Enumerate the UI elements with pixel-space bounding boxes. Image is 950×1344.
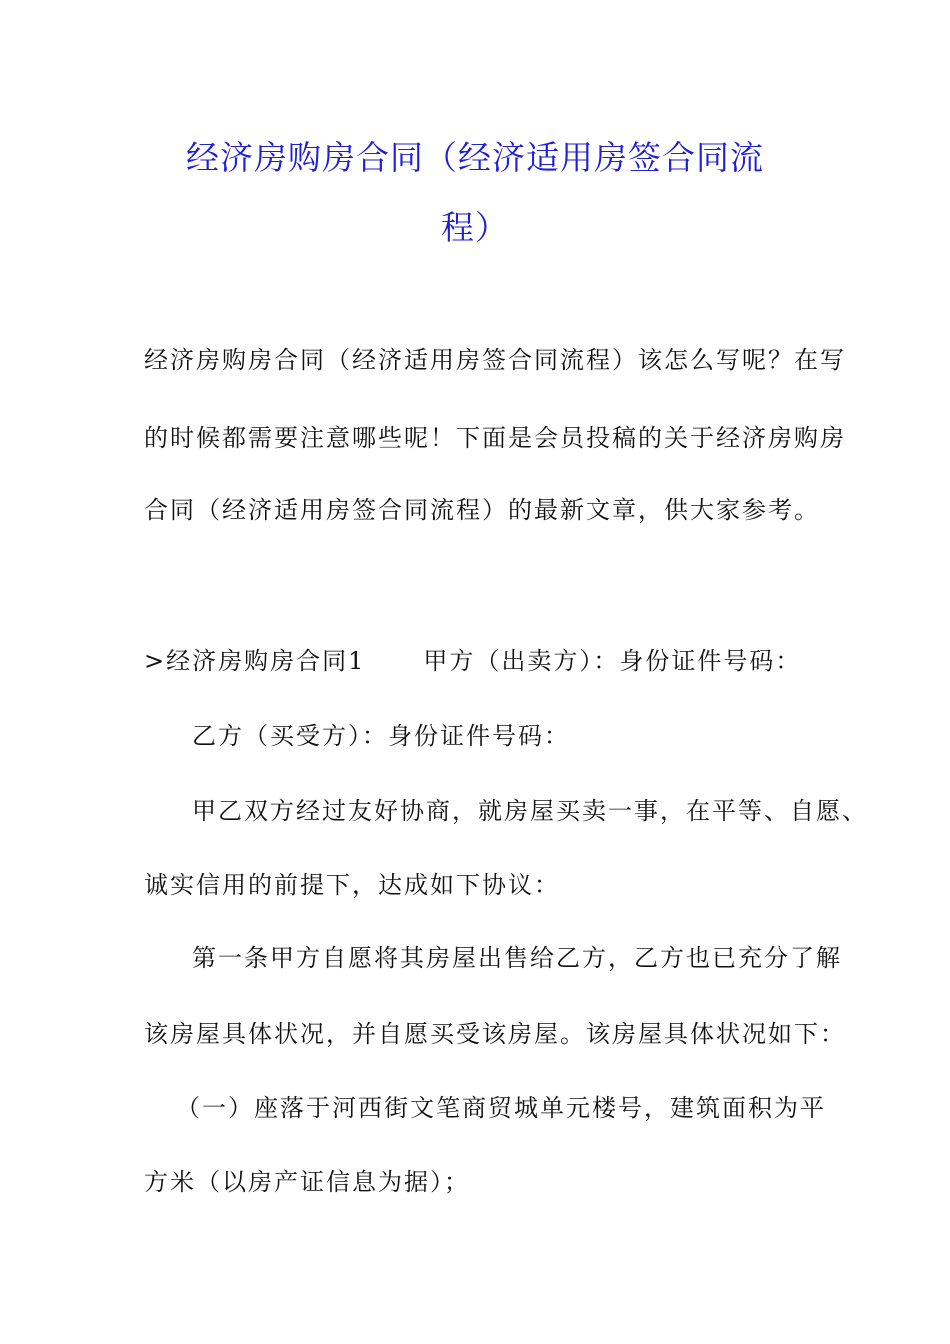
paragraph-1-line-1: 甲乙双方经过友好协商，就房屋买卖一事，在平等、自愿、 [192,797,868,825]
intro-line-2: 的时候都需要注意哪些呢！下面是会员投稿的关于经济房购房 [144,424,846,452]
party-b-line: 乙方（买受方）：身份证件号码： [192,722,570,750]
document-title-line-1: 经济房购房合同（经济适用房签合同流 [186,138,764,177]
item-1-line-1: （一）座落于河西街文笔商贸城单元楼号，建筑面积为平 [176,1094,826,1122]
document-title-line-2: 程） [441,208,509,247]
party-a-line: 甲方（出卖方）：身份证件号码： [423,647,802,675]
intro-line-1: 经济房购房合同（经济适用房签合同流程）该怎么写呢？在写 [144,346,846,374]
paragraph-2-line-1: 第一条甲方自愿将其房屋出售给乙方，乙方也已充分了解 [192,944,842,972]
section-heading: >经济房购房合同1 [144,647,366,675]
item-1-line-2: 方米（以房产证信息为据）； [144,1168,470,1196]
section-heading-row [144,645,801,677]
paragraph-2-line-2: 该房屋具体状况，并自愿买受该房屋。该房屋具体状况如下： [144,1020,846,1048]
intro-line-3: 合同（经济适用房签合同流程）的最新文章，供大家参考。 [144,496,820,524]
paragraph-1-line-2: 诚实信用的前提下，达成如下协议： [144,871,560,899]
